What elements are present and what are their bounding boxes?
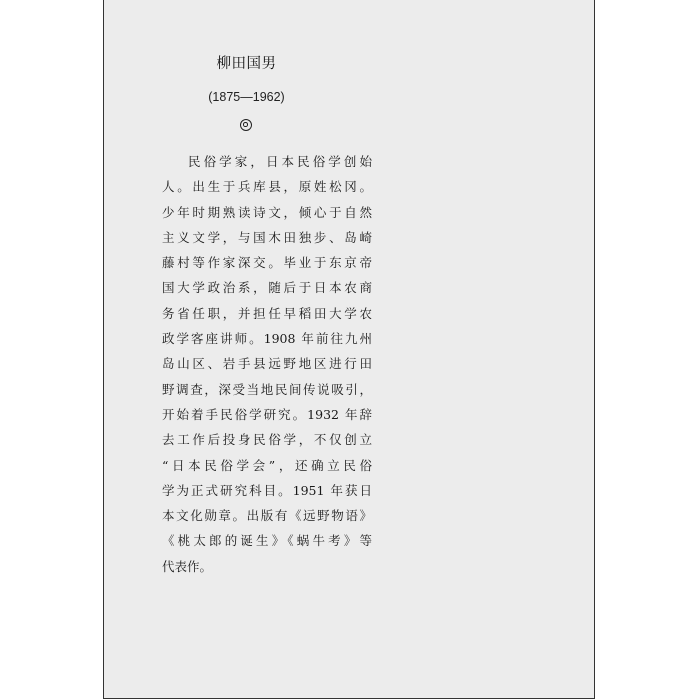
biography-line: 去工作后投身民俗学，不仅创立 [162,432,372,448]
biography-line: 政学客座讲师。1908 年前往九州 [162,331,372,347]
biography-line: 藤村等作家深交。毕业于东京帝 [162,255,372,271]
biography-line: 务省任职，并担任早稻田大学农 [162,305,372,321]
biography-line: 国大学政治系，随后于日本农商 [162,280,372,296]
biography-text [162,149,372,579]
biography-line: 主义文学，与国木田独步、岛崎 [162,229,372,245]
biography-line: 学为正式研究科目。1951 年获日 [162,482,372,498]
biography-line: 民俗学家，日本民俗学创始 [188,154,372,169]
biography-line: 代表作。 [162,558,213,574]
biography-line: 少年时期熟读诗文，倾心于自然 [162,204,372,220]
biography-line: 《桃太郎的诞生》《蜗牛考》等 [162,533,372,549]
biography-line: 本文化勋章。出版有《远野物语》 [162,508,372,524]
biography-line: “日本民俗学会”，还确立民俗 [162,457,372,473]
book-page [103,0,595,699]
biography-line: 岛山区、岩手县远野地区进行田 [162,356,372,372]
author-dates: (1875—1962) [208,90,285,104]
biography-line: 开始着手民俗学研究。1932 年辞 [162,406,372,422]
biography-line: 人。出生于兵库县，原姓松冈。 [162,179,372,195]
double-circle-icon [240,119,252,131]
biography-line: 野调查，深受当地民间传说吸引， [162,381,372,397]
author-name: 柳田国男 [216,56,277,72]
